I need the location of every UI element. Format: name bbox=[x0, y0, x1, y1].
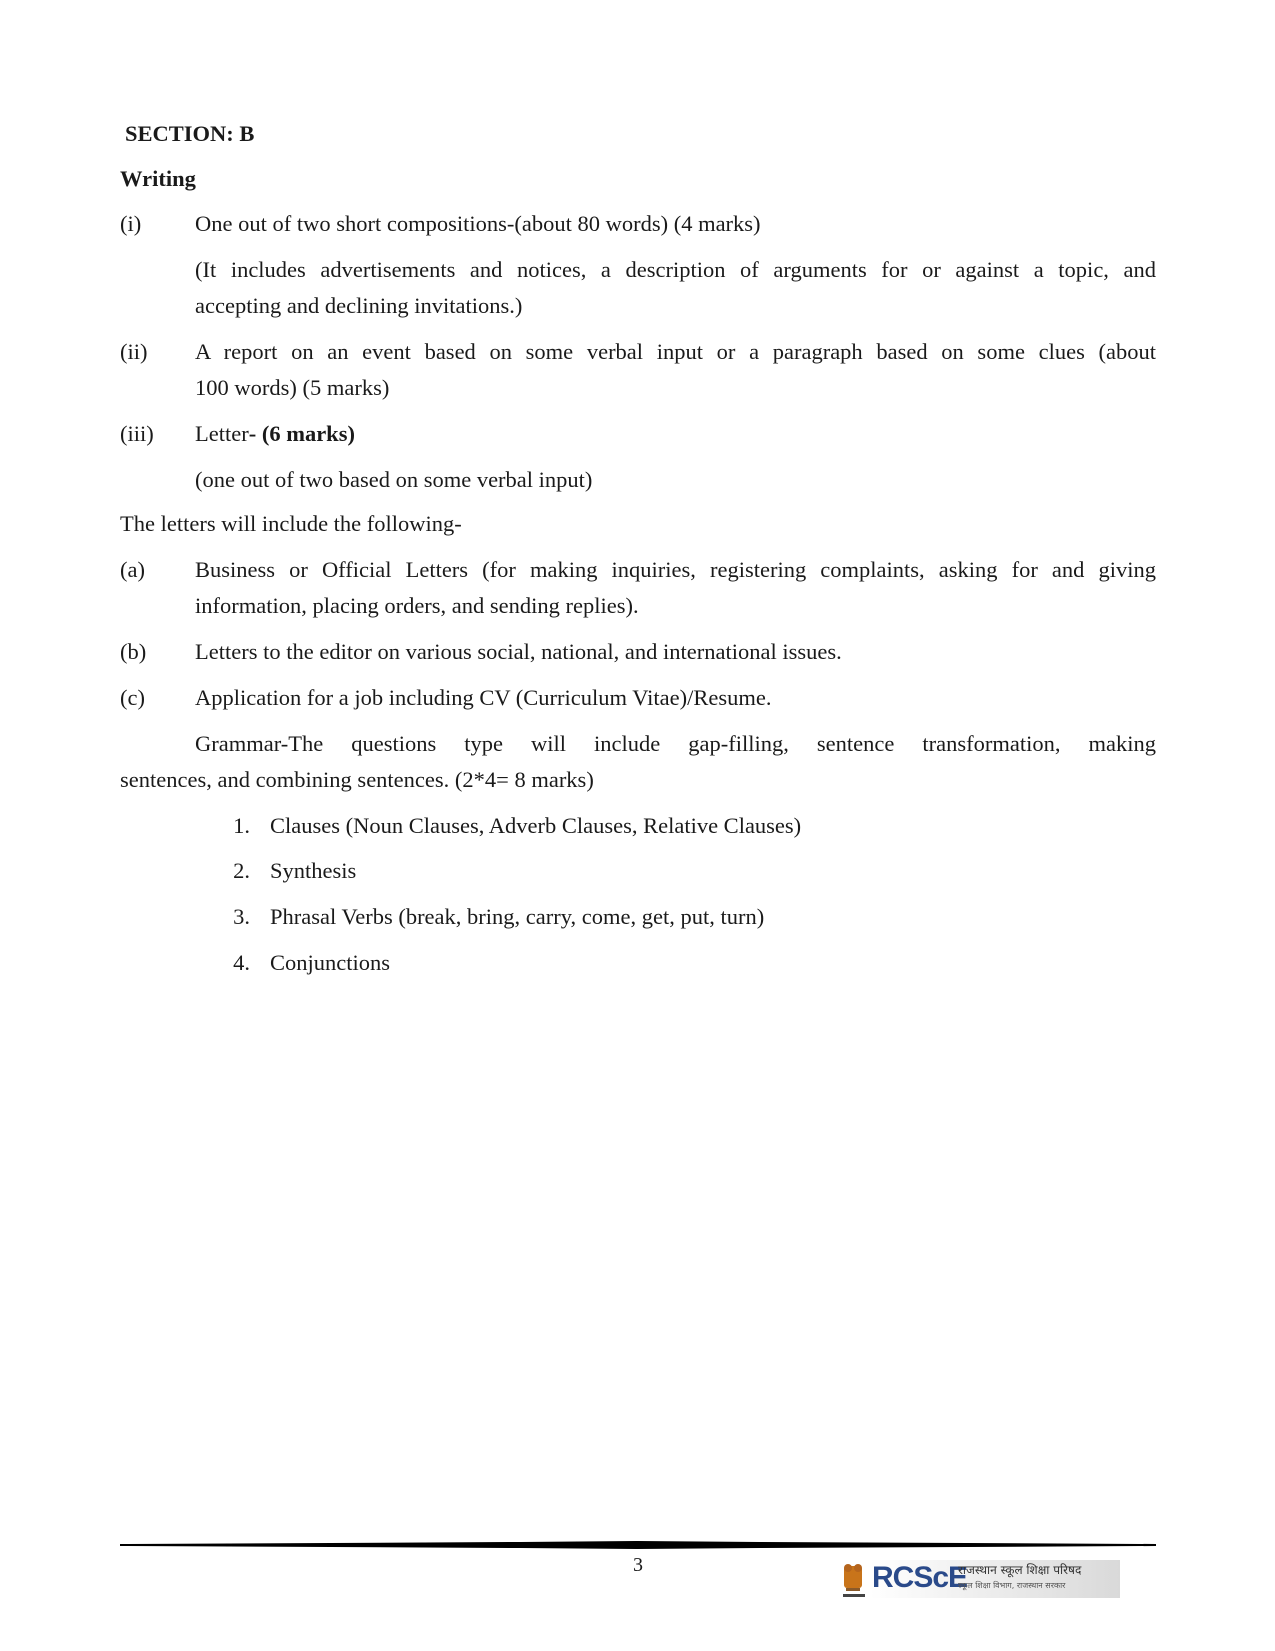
logo-text bbox=[872, 1558, 967, 1598]
letter-type-label: (c) bbox=[120, 685, 145, 710]
item-text: 100 words) (5 marks) bbox=[195, 375, 390, 400]
list-item: Conjunctions bbox=[270, 950, 391, 975]
letter-label: Letter bbox=[195, 421, 249, 446]
writing-heading: Writing bbox=[120, 166, 196, 191]
page-number: 3 bbox=[633, 1554, 643, 1576]
list-item: Synthesis bbox=[270, 858, 357, 883]
item-note: (It includes advertisements and notices, a description of arguments for or against a topic, and bbox=[195, 257, 1156, 282]
section-title: SECTION: B bbox=[125, 121, 255, 146]
letter-type-text: Letters to the editor on various social, national, and international issues. bbox=[195, 639, 842, 664]
list-number: 4. bbox=[233, 950, 250, 975]
item-label: (iii) bbox=[120, 421, 154, 446]
item-label: (i) bbox=[120, 211, 142, 236]
item-note: accepting and declining invitations.) bbox=[195, 293, 523, 318]
letter-type-label: (a) bbox=[120, 557, 145, 582]
grammar-paragraph: Grammar-The questions type will include gap-filling, sentence transformation, making bbox=[195, 731, 1156, 756]
item-text: A report on an event based on some verbal input or a paragraph based on some clues (about bbox=[195, 339, 1156, 364]
letter-type-text: Application for a job including CV (Curriculum Vitae)/Resume. bbox=[195, 685, 772, 710]
item-note: (one out of two based on some verbal input) bbox=[195, 467, 593, 492]
list-item: Phrasal Verbs (break, bring, carry, come, get, put, turn) bbox=[270, 904, 765, 929]
letter-type-label: (b) bbox=[120, 639, 147, 664]
logo-hindi-subtitle: स्कूल शिक्षा विभाग, राजस्थान सरकार bbox=[958, 1581, 1066, 1590]
letter-type-text: information, placing orders, and sending replies). bbox=[195, 593, 639, 618]
list-item: Clauses (Noun Clauses, Adverb Clauses, Relative Clauses) bbox=[270, 813, 802, 838]
list-number: 1. bbox=[233, 813, 250, 838]
logo-acronym: RCScE bbox=[872, 1561, 968, 1594]
footer-rule bbox=[120, 1540, 1156, 1550]
list-number: 3. bbox=[233, 904, 250, 929]
item-text: One out of two short compositions-(about 80 words) (4 marks) bbox=[195, 211, 761, 236]
letter-marks: - (6 marks) bbox=[248, 421, 355, 446]
item-text bbox=[195, 416, 355, 452]
grammar-paragraph: sentences, and combining sentences. (2*4= 8 marks) bbox=[120, 767, 594, 792]
rcsce-logo bbox=[840, 1556, 1120, 1604]
list-number: 2. bbox=[233, 858, 250, 883]
letter-type-text: Business or Official Letters (for making inquiries, registering complaints, asking for and giving bbox=[195, 557, 1156, 582]
logo-hindi-title: राजस्थान स्कूल शिक्षा परिषद bbox=[958, 1563, 1082, 1577]
item-label: (ii) bbox=[120, 339, 148, 364]
letters-intro: The letters will include the following- bbox=[120, 511, 462, 536]
